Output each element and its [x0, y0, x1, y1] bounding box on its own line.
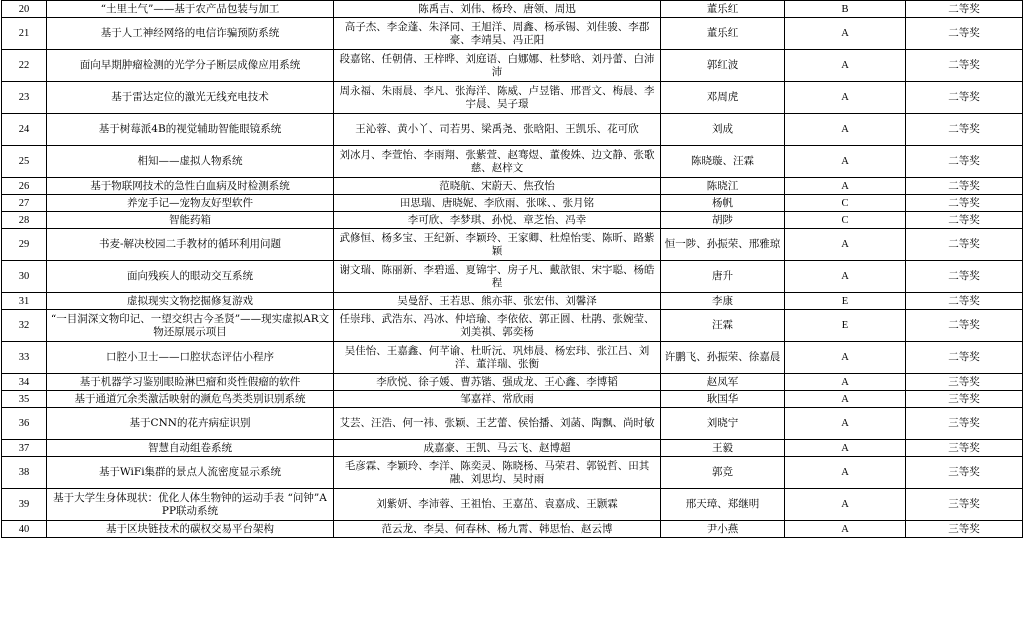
- cell-group: A: [785, 178, 906, 195]
- cell-project-title: 基于树莓派4B的视觉辅助智能眼镜系统: [47, 114, 334, 146]
- cell-number: 39: [2, 489, 47, 521]
- cell-project-title: 基于通道冗余类激活映射的濒危鸟类类别识别系统: [47, 391, 334, 408]
- cell-advisor: 恒一陟、孙振荣、邢雅琼: [661, 229, 785, 261]
- cell-number: 26: [2, 178, 47, 195]
- cell-award: 三等奖: [906, 408, 1023, 440]
- table-row: [2, 310, 1023, 342]
- cell-award: 二等奖: [906, 1, 1023, 18]
- cell-members: 毛彦霖、李颖玲、李洋、陈奕灵、陈晓杨、马荣君、郭锐哲、田其融、刘思均、吴时雨: [334, 457, 661, 489]
- table-row: [2, 18, 1023, 50]
- cell-advisor: 唐升: [661, 261, 785, 293]
- cell-group: A: [785, 261, 906, 293]
- cell-advisor: 郭红波: [661, 50, 785, 82]
- cell-award: 二等奖: [906, 195, 1023, 212]
- cell-project-title: 书麦-解决校园二手教材的循环利用问题: [47, 229, 334, 261]
- cell-members: 段嘉铭、任朝倩、王梓晔、刘庭语、白娜娜、杜梦晗、刘丹蕾、白沛沛: [334, 50, 661, 82]
- cell-award: 二等奖: [906, 310, 1023, 342]
- cell-group: A: [785, 229, 906, 261]
- cell-group: E: [785, 310, 906, 342]
- cell-group: A: [785, 391, 906, 408]
- table-row: [2, 229, 1023, 261]
- cell-members: 范晓航、宋蔚天、焦孜怡: [334, 178, 661, 195]
- cell-award: 二等奖: [906, 229, 1023, 261]
- cell-award: 二等奖: [906, 293, 1023, 310]
- cell-group: A: [785, 114, 906, 146]
- cell-project-title: 虚拟现实文物挖掘修复游戏: [47, 293, 334, 310]
- cell-members: 陈禹吉、刘伟、杨玲、唐领、周迅: [334, 1, 661, 18]
- cell-members: 任崇玮、武浩东、冯冰、仲培瑜、李依依、郭正圆、杜鹃、张婉莹、刘美祺、郭奕杨: [334, 310, 661, 342]
- cell-award: 二等奖: [906, 82, 1023, 114]
- cell-award: 三等奖: [906, 521, 1023, 538]
- cell-project-title: “土里土气”——基于农产品包装与加工: [47, 1, 334, 18]
- cell-award: 二等奖: [906, 178, 1023, 195]
- cell-award: 二等奖: [906, 18, 1023, 50]
- table-row: [2, 82, 1023, 114]
- cell-award: 二等奖: [906, 261, 1023, 293]
- table-row: [2, 146, 1023, 178]
- cell-members: 武修恒、杨多宝、王纪新、李颖玲、王家卿、杜煌怡雯、陈昕、路紫颖: [334, 229, 661, 261]
- cell-group: C: [785, 195, 906, 212]
- cell-advisor: 许鹏飞、孙振荣、徐嘉晨: [661, 342, 785, 374]
- table-row: [2, 212, 1023, 229]
- cell-project-title: 基于CNN的花卉病症识别: [47, 408, 334, 440]
- cell-number: 28: [2, 212, 47, 229]
- cell-advisor: 刘晓宁: [661, 408, 785, 440]
- cell-group: B: [785, 1, 906, 18]
- cell-group: A: [785, 489, 906, 521]
- cell-advisor: 王毅: [661, 440, 785, 457]
- cell-members: 吴佳怡、王嘉鑫、何芊谕、杜昕沅、巩炜晨、杨宏玮、张江吕、刘洋、董洋瑞、张衡: [334, 342, 661, 374]
- cell-members: 范云龙、李昊、何春林、杨九霄、韩思怡、赵云博: [334, 521, 661, 538]
- cell-award: 二等奖: [906, 146, 1023, 178]
- cell-group: A: [785, 342, 906, 374]
- cell-project-title: 基于物联网技术的急性白血病及时检测系统: [47, 178, 334, 195]
- cell-group: A: [785, 374, 906, 391]
- table-row: [2, 374, 1023, 391]
- cell-number: 22: [2, 50, 47, 82]
- table-row: [2, 457, 1023, 489]
- cell-project-title: 智慧自动组卷系统: [47, 440, 334, 457]
- cell-group: A: [785, 457, 906, 489]
- cell-award: 三等奖: [906, 489, 1023, 521]
- cell-number: 38: [2, 457, 47, 489]
- cell-number: 29: [2, 229, 47, 261]
- cell-advisor: 李康: [661, 293, 785, 310]
- table-row: [2, 50, 1023, 82]
- cell-advisor: 刘成: [661, 114, 785, 146]
- cell-project-title: 面向残疾人的眼动交互系统: [47, 261, 334, 293]
- cell-members: 刘冰月、李萱怡、李雨翔、张紫萱、赵骞煜、董俊姝、边文静、张歌慈、赵梓文: [334, 146, 661, 178]
- table-row: [2, 114, 1023, 146]
- cell-group: A: [785, 408, 906, 440]
- cell-project-title: 基于雷达定位的激光无线充电技术: [47, 82, 334, 114]
- cell-members: 谢文瑞、陈丽新、李碧遥、夏锦宇、房子凡、戴歆银、宋宇聪、杨皓程: [334, 261, 661, 293]
- awards-table-body: [2, 1, 1023, 538]
- cell-project-title: 基于大学生身体现状：优化人体生物钟的运动手表 “问钟”APP联动系统: [47, 489, 334, 521]
- cell-number: 36: [2, 408, 47, 440]
- table-row: [2, 293, 1023, 310]
- table-row: [2, 342, 1023, 374]
- cell-award: 三等奖: [906, 374, 1023, 391]
- cell-number: 34: [2, 374, 47, 391]
- cell-number: 31: [2, 293, 47, 310]
- cell-members: 邹嘉祥、常欣雨: [334, 391, 661, 408]
- table-row: [2, 195, 1023, 212]
- cell-project-title: 相知——虚拟人物系统: [47, 146, 334, 178]
- cell-members: 李可欣、李梦琪、孙悦、章芝怡、冯幸: [334, 212, 661, 229]
- cell-project-title: 智能药箱: [47, 212, 334, 229]
- cell-award: 二等奖: [906, 114, 1023, 146]
- cell-advisor: 杨帆: [661, 195, 785, 212]
- cell-members: 吴曼舒、王若思、熊亦菲、张宏伟、刘馨泽: [334, 293, 661, 310]
- table-row: [2, 178, 1023, 195]
- cell-advisor: 赵凤军: [661, 374, 785, 391]
- cell-number: 27: [2, 195, 47, 212]
- cell-members: 田思瑞、唐晓妮、李欣雨、张咪、、张月铭: [334, 195, 661, 212]
- cell-award: 二等奖: [906, 50, 1023, 82]
- cell-group: A: [785, 82, 906, 114]
- cell-number: 23: [2, 82, 47, 114]
- cell-members: 周永福、朱雨晨、李凡、张海洋、陈威、卢昱锴、邢晋文、梅晨、李宇晨、吴子璟: [334, 82, 661, 114]
- cell-project-title: 基于WiFi集群的景点人流密度显示系统: [47, 457, 334, 489]
- cell-number: 24: [2, 114, 47, 146]
- table-row: [2, 489, 1023, 521]
- cell-advisor: 陈晓江: [661, 178, 785, 195]
- awards-table: [1, 0, 1023, 538]
- cell-number: 25: [2, 146, 47, 178]
- cell-group: A: [785, 50, 906, 82]
- cell-members: 刘紫妍、李沛蓉、王祖怡、王嘉茁、袁嘉成、王颢霖: [334, 489, 661, 521]
- cell-members: 成嘉豪、王凯、马云飞、赵博超: [334, 440, 661, 457]
- cell-advisor: 汪霖: [661, 310, 785, 342]
- cell-project-title: 基于机器学习鉴别眼睑淋巴瘤和炎性假瘤的软件: [47, 374, 334, 391]
- table-row: [2, 391, 1023, 408]
- cell-number: 21: [2, 18, 47, 50]
- cell-project-title: 养宠手记—宠物友好型软件: [47, 195, 334, 212]
- cell-group: A: [785, 18, 906, 50]
- cell-award: 二等奖: [906, 212, 1023, 229]
- cell-advisor: 尹小燕: [661, 521, 785, 538]
- cell-advisor: 郭竞: [661, 457, 785, 489]
- cell-award: 二等奖: [906, 342, 1023, 374]
- table-row: [2, 261, 1023, 293]
- cell-advisor: 耿国华: [661, 391, 785, 408]
- cell-members: 艾芸、汪浩、何一祎、张颖、王艺蕾、侯怡播、刘菡、陶飘、尚时敏: [334, 408, 661, 440]
- cell-award: 三等奖: [906, 391, 1023, 408]
- cell-project-title: 基于区块链技术的碳权交易平台架构: [47, 521, 334, 538]
- table-row: [2, 521, 1023, 538]
- cell-project-title: 口腔小卫士——口腔状态评估小程序: [47, 342, 334, 374]
- cell-advisor: 董乐红: [661, 18, 785, 50]
- cell-group: A: [785, 440, 906, 457]
- table-row: [2, 408, 1023, 440]
- cell-advisor: 胡陟: [661, 212, 785, 229]
- cell-members: 高子杰、李金蓬、朱泽同、王旭洋、周鑫、杨承锡、刘佳骏、李郡豪、李靖昊、冯正阳: [334, 18, 661, 50]
- cell-project-title: 面向早期肿瘤检测的光学分子断层成像应用系统: [47, 50, 334, 82]
- cell-group: C: [785, 212, 906, 229]
- cell-number: 30: [2, 261, 47, 293]
- cell-number: 32: [2, 310, 47, 342]
- cell-members: 李欣悦、徐子媛、曹苏锴、强成龙、王心鑫、李博韬: [334, 374, 661, 391]
- cell-group: A: [785, 146, 906, 178]
- cell-project-title: “一目洞深文物印记、一望交织古今圣贤”——现实虚拟AR文物还原展示项目: [47, 310, 334, 342]
- cell-advisor: 陈晓璇、汪霖: [661, 146, 785, 178]
- cell-members: 王沁蓉、黄小丫、司若男、梁禹尧、张晗阳、王凯乐、花可欣: [334, 114, 661, 146]
- cell-group: A: [785, 521, 906, 538]
- cell-number: 35: [2, 391, 47, 408]
- table-row: [2, 440, 1023, 457]
- cell-group: E: [785, 293, 906, 310]
- cell-advisor: 邢天璋、郑继明: [661, 489, 785, 521]
- cell-advisor: 董乐红: [661, 1, 785, 18]
- cell-number: 33: [2, 342, 47, 374]
- cell-award: 三等奖: [906, 457, 1023, 489]
- cell-advisor: 邓周虎: [661, 82, 785, 114]
- table-row: [2, 1, 1023, 18]
- cell-number: 37: [2, 440, 47, 457]
- cell-number: 40: [2, 521, 47, 538]
- cell-number: 20: [2, 1, 47, 18]
- cell-project-title: 基于人工神经网络的电信诈骗预防系统: [47, 18, 334, 50]
- cell-award: 三等奖: [906, 440, 1023, 457]
